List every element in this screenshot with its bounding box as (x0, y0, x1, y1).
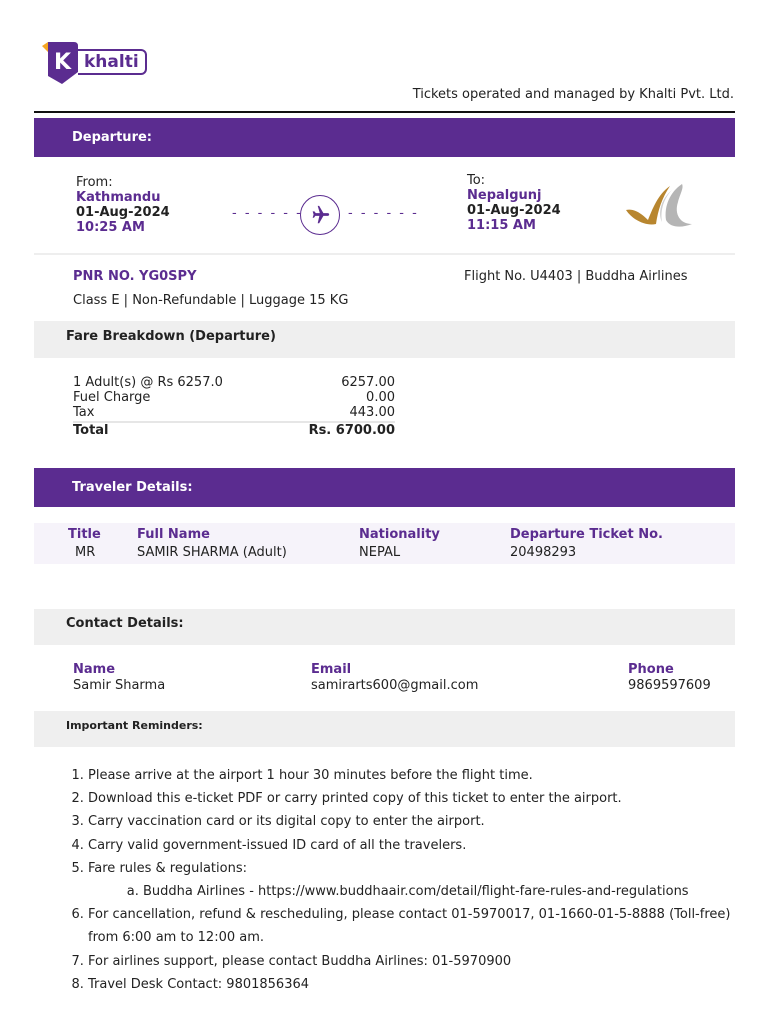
fare-value: 443.00 (349, 405, 395, 420)
khalti-badge-icon (42, 42, 78, 84)
pnr-number: PNR NO. YG0SPY (73, 269, 197, 284)
reminders-header: Important Reminders: (34, 711, 735, 747)
from-label: From: (76, 175, 113, 190)
khalti-wordmark: khalti (78, 49, 147, 75)
header-divider (34, 111, 735, 113)
class-info: Class E | Non-Refundable | Luggage 15 KG (73, 293, 349, 308)
contact-email: samirarts600@gmail.com (311, 678, 479, 693)
from-date: 01-Aug-2024 (76, 205, 170, 220)
fare-row (73, 390, 395, 405)
fare-total-label: Total (73, 423, 109, 438)
contact-header: Contact Details: (34, 609, 735, 645)
col-full-name: Full Name (137, 527, 210, 542)
traveler-ticket: 20498293 (510, 545, 577, 560)
fare-total-row (73, 423, 395, 438)
reminder-item: 2. Download this e-ticket PDF or carry printed copy of this ticket to enter the airport. (88, 787, 738, 810)
col-nationality: Nationality (359, 527, 440, 542)
svg-text:K: K (54, 50, 72, 75)
from-block (76, 175, 170, 235)
fare-row (73, 375, 395, 390)
plane-circle (300, 195, 340, 235)
airplane-icon (309, 204, 331, 226)
fare-label: Fuel Charge (73, 390, 151, 405)
traveler-title: MR (75, 545, 96, 560)
traveler-name: SAMIR SHARMA (Adult) (137, 545, 287, 560)
fare-row (73, 405, 395, 420)
fare-rules-sublist (88, 880, 738, 903)
fare-header: Fare Breakdown (Departure) (34, 321, 735, 358)
from-time: 10:25 AM (76, 220, 145, 235)
departure-divider (34, 253, 735, 255)
traveler-nationality: NEPAL (359, 545, 401, 560)
departure-header: Departure: (34, 118, 735, 157)
reminder-item: 4. Carry valid government-issued ID card of all the travelers. (88, 834, 738, 857)
to-time: 11:15 AM (467, 218, 536, 233)
fare-total-value: Rs. 6700.00 (308, 423, 395, 438)
traveler-header: Traveler Details: (34, 468, 735, 507)
khalti-logo (34, 40, 154, 86)
contact-email-label: Email (311, 662, 352, 677)
contact-name-label: Name (73, 662, 116, 677)
to-block (467, 173, 561, 233)
contact-name: Samir Sharma (73, 678, 166, 693)
reminder-item (88, 857, 738, 903)
to-date: 01-Aug-2024 (467, 203, 561, 218)
contact-phone: 9869597609 (628, 678, 711, 693)
reminder-item: 6. For cancellation, refund & rescheduling, please contact 01-5970017, 01-1660-01-5-8888 (Toll-free) from 6:00 am to 12:00 am. (88, 903, 738, 949)
reminder-text: Fare rules & regulations: (88, 860, 247, 876)
tagline: Tickets operated and managed by Khalti Pvt. Ltd. (412, 87, 734, 102)
reminder-item: 7. For airlines support, please contact Buddha Airlines: 01-5970900 (88, 950, 738, 973)
buddha-airlines-logo-icon (622, 180, 694, 232)
fare-rules-link[interactable]: a. Buddha Airlines - https://www.buddhaair.com/detail/flight-fare-rules-and-regulations (143, 880, 738, 903)
fare-value: 0.00 (366, 390, 395, 405)
to-city: Nepalgunj (467, 188, 542, 203)
contact-phone-label: Phone (628, 662, 674, 677)
col-ticket-no: Departure Ticket No. (510, 527, 663, 542)
reminder-item: 1. Please arrive at the airport 1 hour 30 minutes before the flight time. (88, 764, 738, 787)
fare-label: 1 Adult(s) @ Rs 6257.0 (73, 375, 223, 390)
from-city: Kathmandu (76, 190, 161, 205)
col-title: Title (68, 527, 101, 542)
reminder-item: 8. Travel Desk Contact: 9801856364 (88, 973, 738, 996)
fare-value: 6257.00 (341, 375, 395, 390)
reminder-item: 3. Carry vaccination card or its digital copy to enter the airport. (88, 810, 738, 833)
reminders-list (68, 764, 738, 996)
route-dashes-left: - - - - - - (232, 206, 303, 221)
to-label: To: (467, 173, 486, 188)
flight-info: Flight No. U4403 | Buddha Airlines (464, 269, 688, 284)
route-dashes-right: - - - - - - (348, 206, 419, 221)
fare-label: Tax (73, 405, 95, 420)
